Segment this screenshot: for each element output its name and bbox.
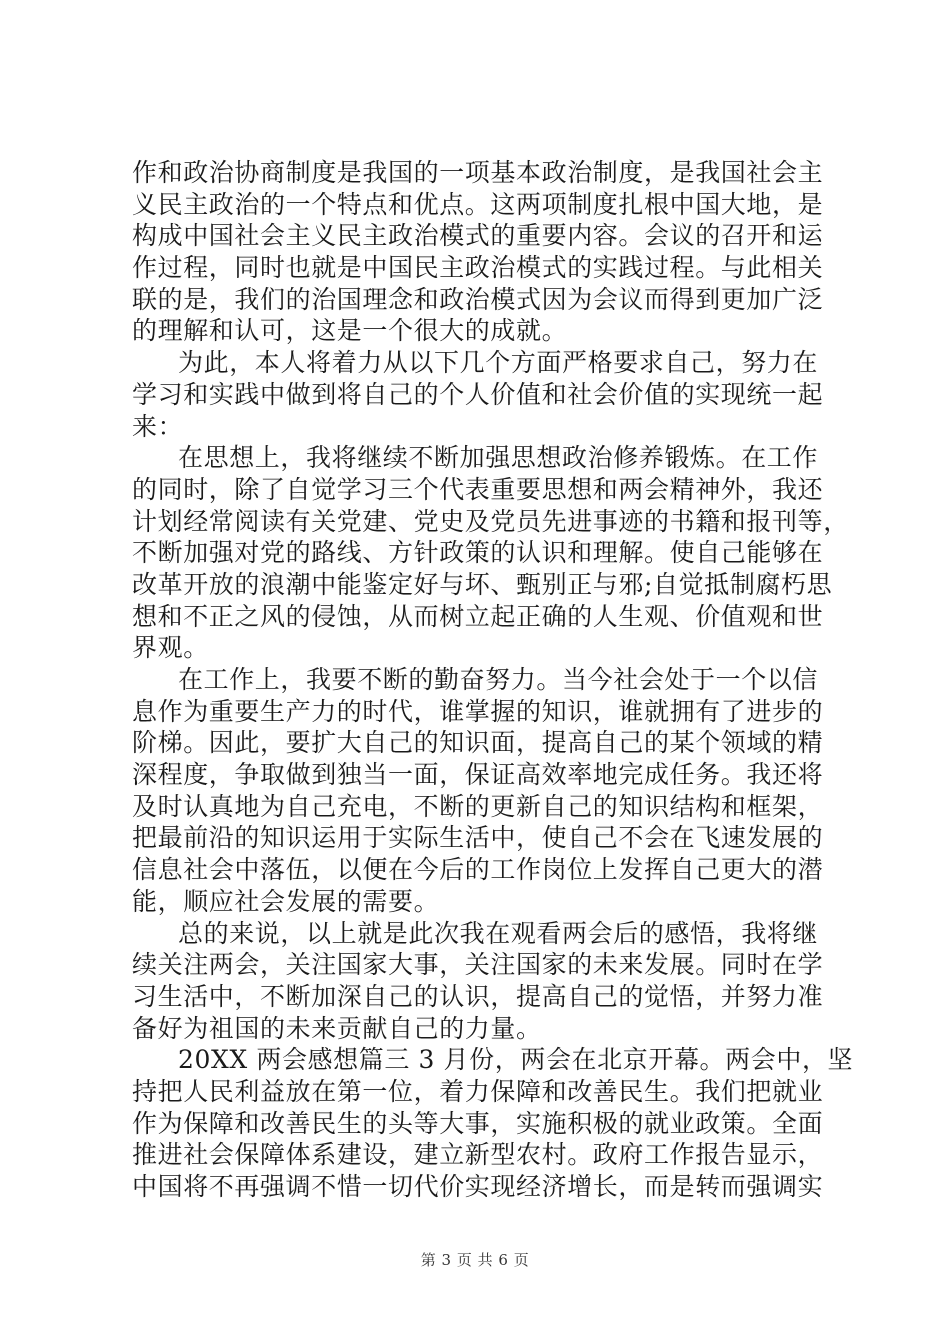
- paragraph-first-line: 20XX 两会感想篇三 3 月份，两会在北京开幕。两会中，坚: [178, 1045, 854, 1075]
- text-line: 信息社会中落伍，以便在今后的工作岗位上发挥自己更大的潜: [132, 855, 824, 885]
- text-line: 把最前沿的知识运用于实际生活中，使自己不会在飞速发展的: [132, 823, 824, 853]
- text-line: 来：: [132, 411, 184, 441]
- text-line: 学习和实践中做到将自己的个人价值和社会价值的实现统一起: [132, 379, 824, 409]
- paragraph-first-line: 在工作上，我要不断的勤奋努力。当今社会处于一个以信: [178, 665, 819, 694]
- document-body: [132, 157, 854, 1203]
- paragraph-first-line: 总的来说，以上就是此次我在观看两会后的感悟，我将继: [178, 918, 819, 948]
- page-number-footer: 第 3 页 共 6 页: [420, 1251, 530, 1269]
- text-line: 改革开放的浪潮中能鉴定好与坏、甄别正与邪;自觉抵制腐朽思: [132, 569, 833, 599]
- text-line: 推进社会保障体系建设，建立新型农村。政府工作报告显示，: [132, 1140, 824, 1170]
- text-line: 及时认真地为自己充电，不断的更新自己的知识结构和框架，: [132, 791, 824, 821]
- text-line: 持把人民利益放在第一位，着力保障和改善民生。我们把就业: [132, 1076, 824, 1106]
- text-line: 的同时，除了自觉学习三个代表重要思想和两会精神外，我还: [132, 474, 824, 504]
- text-line: 能，顺应社会发展的需要。: [132, 886, 440, 916]
- text-line: 续关注两会，关注国家大事，关注国家的未来发展。同时在学: [132, 950, 824, 980]
- text-line: 联的是，我们的治国理念和政治模式因为会议而得到更加广泛: [132, 284, 824, 314]
- paragraph-first-line: 在思想上，我将继续不断加强思想政治修养锻炼。在工作: [178, 443, 819, 473]
- text-line: 构成中国社会主义民主政治模式的重要内容。会议的召开和运: [132, 221, 824, 251]
- text-line: 习生活中，不断加深自己的认识，提高自己的觉悟，并努力准: [132, 981, 824, 1011]
- text-line: 深程度，争取做到独当一面，保证高效率地完成任务。我还将: [132, 760, 824, 790]
- paragraph-first-line: 为此，本人将着力从以下几个方面严格要求自己，努力在: [178, 348, 819, 378]
- text-line: 中国将不再强调不惜一切代价实现经济增长，而是转而强调实: [132, 1172, 824, 1201]
- text-line: 作为保障和改善民生的头等大事，实施积极的就业政策。全面: [132, 1108, 824, 1138]
- text-line: 不断加强对党的路线、方针政策的认识和理解。使自己能够在: [132, 538, 824, 568]
- text-line: 阶梯。因此，要扩大自己的知识面，提高自己的某个领域的精: [132, 728, 824, 758]
- text-line: 息作为重要生产力的时代，谁掌握的知识，谁就拥有了进步的: [132, 696, 824, 726]
- text-line: 的理解和认可，这是一个很大的成就。: [132, 316, 568, 346]
- text-line: 作过程，同时也就是中国民主政治模式的实践过程。与此相关: [132, 253, 824, 283]
- text-line: 界观。: [132, 633, 209, 663]
- text-line: 计划经常阅读有关党建、党史及党员先进事迹的书籍和报刊等，: [132, 506, 849, 536]
- text-line: 义民主政治的一个特点和优点。这两项制度扎根中国大地，是: [132, 189, 824, 219]
- text-line: 想和不正之风的侵蚀，从而树立起正确的人生观、价值观和世: [132, 601, 824, 631]
- text-line: 备好为祖国的未来贡献自己的力量。: [132, 1013, 542, 1043]
- text-line: 作和政治协商制度是我国的一项基本政治制度，是我国社会主: [132, 158, 824, 187]
